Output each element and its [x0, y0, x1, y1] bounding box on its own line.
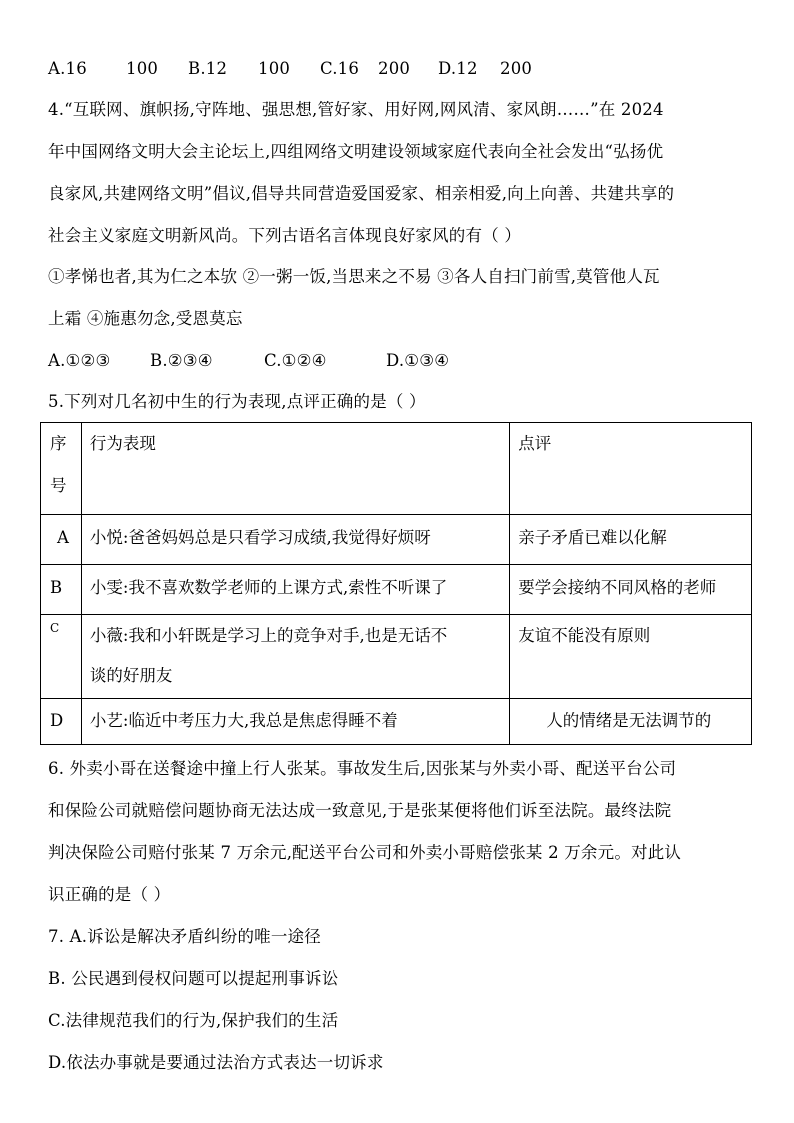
table-header-row: [41, 423, 752, 515]
row-behavior: 小薇:我和小轩既是学习上的竞争对手,也是无话不: [89, 626, 448, 645]
q3-option-b-value: 100: [258, 59, 291, 78]
header-number-label-1: 序: [50, 434, 67, 453]
header-number-label-2: 号: [50, 476, 67, 495]
q6-stem-line2: 和保险公司就赔偿问题协商无法达成一致意见,于是张某便将他们诉至法院。最终法院: [48, 801, 672, 820]
row-comment-cell: [510, 615, 752, 699]
q3-option-c-value: 200: [378, 59, 411, 78]
header-behavior-label: 行为表现: [89, 434, 156, 453]
row-id: B: [50, 578, 63, 597]
row-behavior: 小雯:我不喜欢数学老师的上课方式,索性不听课了: [89, 578, 448, 597]
row-behavior-continued: 谈的好朋友: [89, 666, 173, 685]
table-row: [41, 615, 752, 699]
q4-stem-line1: 4.“互联网、旗帜扬,守阵地、强思想,管好家、用好网,网风清、家风朗……”在 2024: [48, 100, 664, 119]
header-behavior-cell: [81, 423, 509, 515]
header-comment-label: 点评: [518, 434, 552, 453]
row-id-cell: [41, 565, 82, 615]
q7-option-d: D.依法办事就是要通过法治方式表达一切诉求: [48, 1053, 384, 1072]
table-row: [41, 515, 752, 565]
q6-stem-line3: 判决保险公司赔付张某 7 万余元,配送平台公司和外卖小哥赔偿张某 2 万余元。对此认: [48, 843, 682, 862]
q3-option-c: C.16: [320, 59, 360, 78]
q5-stem: 5.下列对几名初中生的行为表现,点评正确的是（ ）: [48, 392, 426, 411]
row-behavior: 小悦:爸爸妈妈总是只看学习成绩,我觉得好烦呀: [89, 528, 431, 547]
row-id: C: [50, 621, 60, 635]
q6-stem-line4: 识正确的是（ ）: [48, 885, 171, 904]
q4-statements-line2: 上霜 ④施惠勿念,受恩莫忘: [48, 309, 243, 328]
q3-option-a: A.16: [48, 59, 87, 78]
row-id: A: [57, 528, 69, 547]
q4-statements-line1: ①孝悌也者,其为仁之本欤 ②一粥一饭,当思来之不易 ③各人自扫门前雪,莫管他人瓦: [48, 267, 660, 286]
q4-option-d: D.①③④: [386, 351, 450, 370]
row-behavior: 小艺:临近中考压力大,我总是焦虑得睡不着: [89, 711, 398, 730]
header-number-cell: [41, 423, 82, 515]
q7-option-b: B. 公民遇到侵权问题可以提起刑事诉讼: [48, 969, 339, 988]
q3-option-a-value: 100: [126, 59, 159, 78]
table-row: [41, 699, 752, 745]
header-comment-cell: [510, 423, 752, 515]
row-comment: 要学会接纳不同风格的老师: [518, 578, 717, 597]
row-id: D: [50, 711, 64, 730]
q5-table: [40, 422, 752, 745]
row-comment-cell: [510, 515, 752, 565]
q4-stem-line3: 良家风,共建网络文明”倡议,倡导共同营造爱国爱家、相亲相爱,向上向善、共建共享的: [48, 184, 675, 203]
row-behavior-cell: [81, 699, 509, 745]
row-behavior-cell: [81, 565, 509, 615]
q4-stem-line2: 年中国网络文明大会主论坛上,四组网络文明建设领域家庭代表向全社会发出“弘扬优: [48, 142, 664, 161]
row-comment-cell: [510, 565, 752, 615]
q3-option-b: B.12: [188, 59, 228, 78]
q4-option-a: A.①②③: [48, 351, 111, 370]
q7-option-c: C.法律规范我们的行为,保护我们的生活: [48, 1011, 339, 1030]
row-comment: 友谊不能没有原则: [518, 626, 651, 645]
q3-option-d: D.12: [438, 59, 478, 78]
row-comment: 人的情绪是无法调节的: [546, 711, 712, 730]
q4-options: [48, 350, 752, 372]
row-comment: 亲子矛盾已难以化解: [518, 528, 667, 547]
row-id-cell: [41, 615, 82, 699]
row-comment-cell: [510, 699, 752, 745]
q3-options: [48, 58, 752, 80]
row-behavior-cell: [81, 615, 509, 699]
table-row: [41, 565, 752, 615]
row-id-cell: [41, 515, 82, 565]
row-id-cell: [41, 699, 82, 745]
q6-stem-line1: 6. 外卖小哥在送餐途中撞上行人张某。事故发生后,因张某与外卖小哥、配送平台公司: [48, 759, 677, 778]
q7-option-a: 7. A.诉讼是解决矛盾纠纷的唯一途径: [48, 927, 321, 946]
q4-option-c: C.①②④: [264, 351, 327, 370]
q3-option-d-value: 200: [500, 59, 533, 78]
row-behavior-cell: [81, 515, 509, 565]
q4-stem-line4: 社会主义家庭文明新风尚。下列古语名言体现良好家风的有（ ）: [48, 226, 522, 245]
q4-option-b: B.②③④: [150, 351, 213, 370]
